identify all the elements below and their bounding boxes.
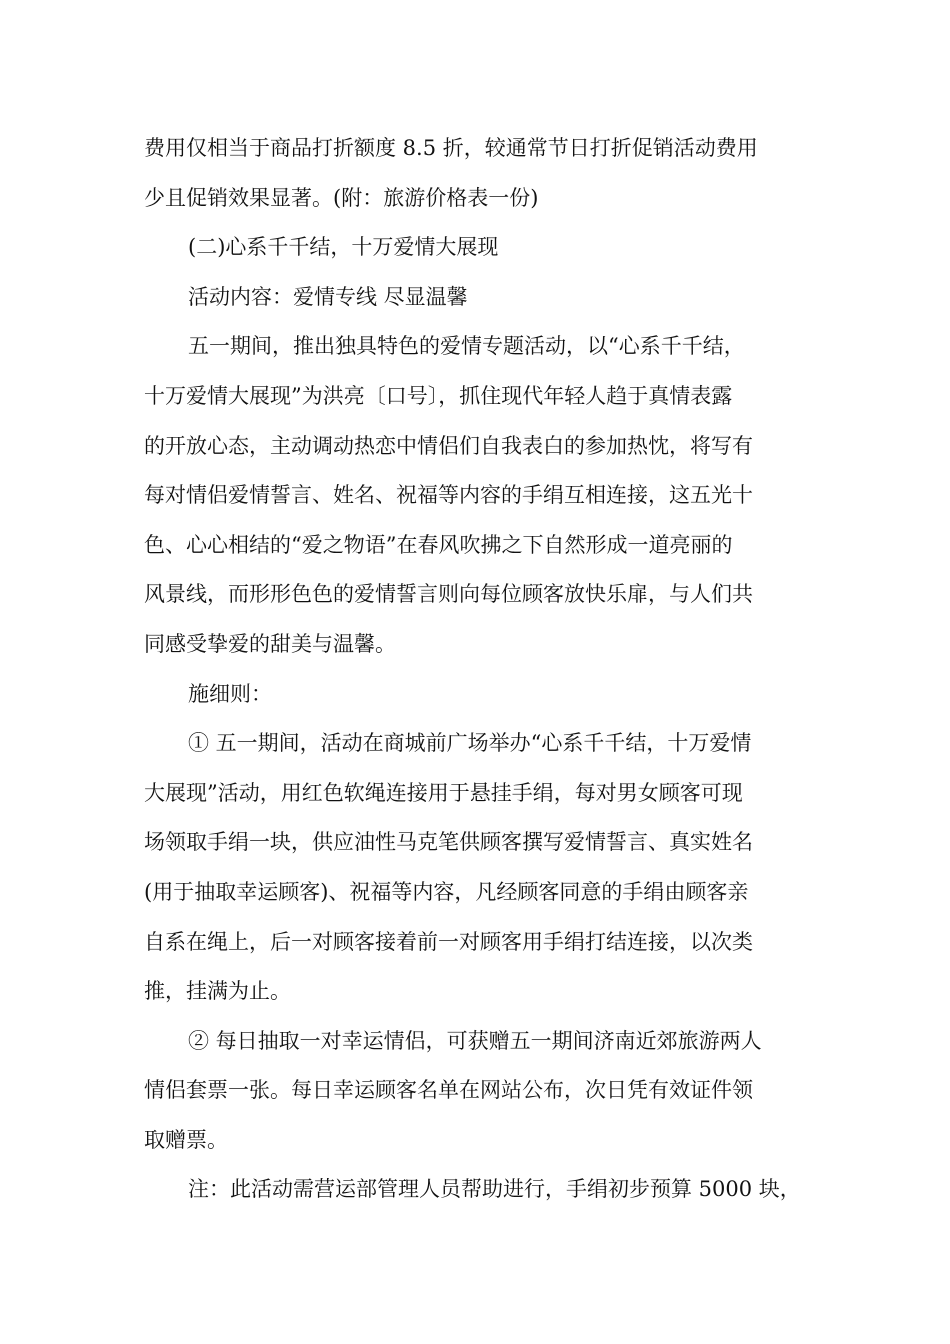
note-paragraph [144, 1165, 824, 1215]
text-line: 费用仅相当于商品打折额度 8.5 折，较通常节日打折促销活动费用 [144, 136, 758, 160]
text-line: 场领取手绢一块，供应油性马克笔供顾客撰写爱情誓言、真实姓名 [144, 830, 753, 855]
text-line: 情侣套票一张。每日幸运顾客名单在网站公布，次日凭有效证件领 [144, 1078, 753, 1103]
text-line: 风景线，而形形色色的爱情誓言则向每位顾客放快乐扉，与人们共 [144, 582, 753, 607]
text-line: ① 五一期间，活动在商城前广场举办“心系千千结，十万爱情 [188, 731, 752, 756]
text-line: 注：此活动需营运部管理人员帮助进行，手绢初步预算 5000 块， [188, 1177, 801, 1202]
text-line: 十万爱情大展现”为洪亮〔口号〕，抓住现代年轻人趋于真情表露 [144, 383, 733, 408]
text-line: 推，挂满为止。 [144, 979, 291, 1004]
section-heading [144, 223, 824, 273]
activity-content-heading [144, 273, 824, 323]
text-line: (二)心系千千结，十万爱情大展现 [188, 235, 499, 260]
text-line: 自系在绳上，后一对顾客接着前一对顾客用手绢打结连接，以次类 [144, 929, 753, 954]
rule-item-2 [144, 1017, 824, 1166]
paragraph-cost-note [144, 124, 824, 223]
text-line: 同感受挚爱的甜美与温馨。 [144, 631, 396, 656]
paragraph-activity-description [144, 322, 824, 669]
text-line: 少且促销效果显著。(附：旅游价格表一份) [144, 185, 539, 210]
text-line: 取赠票。 [144, 1127, 228, 1152]
text-line: 五一期间，推出独具特色的爱情专题活动，以“心系千千结， [188, 334, 745, 359]
text-line: 的开放心态，主动调动热恋中情侣们自我表白的参加热忱，将写有 [144, 433, 753, 458]
text-line: (用于抽取幸运顾客)、祝福等内容，凡经顾客同意的手绢由顾客亲 [144, 879, 749, 904]
implementation-rules-heading [144, 670, 824, 720]
rule-item-1 [144, 719, 824, 1017]
text-line: 大展现”活动，用红色软绳连接用于悬挂手绢，每对男女顾客可现 [144, 780, 743, 805]
text-line: 色、心心相结的“爱之物语”在春风吹拂之下自然形成一道亮丽的 [144, 532, 733, 557]
text-line: 施细则： [188, 681, 272, 706]
text-line: ② 每日抽取一对幸运情侣，可获赠五一期间济南近郊旅游两人 [188, 1028, 762, 1053]
text-line: 每对情侣爱情誓言、姓名、祝福等内容的手绢互相连接，这五光十 [144, 483, 753, 508]
text-line: 活动内容：爱情专线 尽显温馨 [188, 284, 468, 309]
document-body [144, 124, 824, 1215]
